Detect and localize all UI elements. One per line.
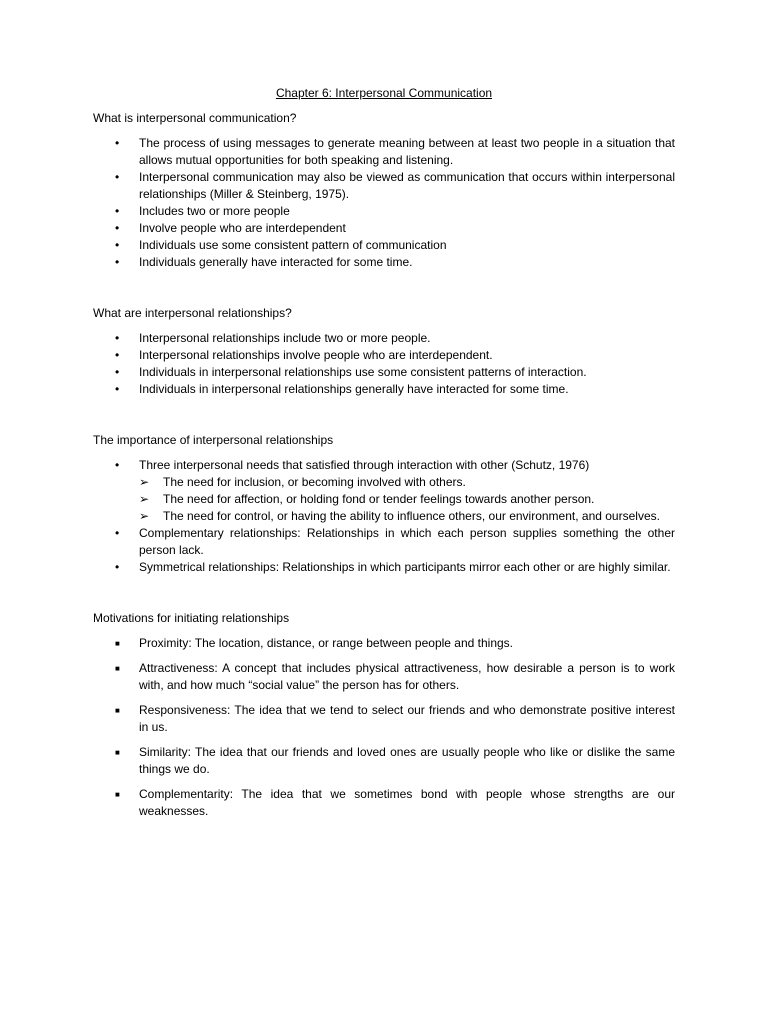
list-item [93,381,675,398]
bullet-icon: • [115,382,120,396]
square-bullet-icon: ■ [115,790,120,799]
bullet-list [93,330,675,398]
list-item-text: Interpersonal communication may also be viewed as communication that occurs within interpersonal relationships (Miller & Steinberg, 1975). [139,170,675,201]
section-heading: What is interpersonal communication? [93,111,297,125]
list-item [93,135,675,169]
list-item-text: Symmetrical relationships: Relationships in which participants mirror each other or are highly similar. [139,560,671,574]
list-item-text: Three interpersonal needs that satisfied through interaction with other (Schutz, 1976) [139,458,590,472]
list-item-text: Responsiveness: The idea that we tend to select our friends and who demonstrate positive interest in us. [139,703,675,734]
bullet-icon: • [115,331,120,345]
bullet-icon: • [115,526,120,540]
list-item-text: Similarity: The idea that our friends and loved ones are usually people who like or dislike the same things we do. [139,745,675,776]
document-title: Chapter 6: Interpersonal Communication [275,86,493,100]
arrow-bullet-icon: ➢ [139,492,150,506]
list-item [93,347,675,364]
sub-list [139,474,675,525]
list-item [93,702,675,736]
list-item [93,237,675,254]
bullet-list [93,457,675,576]
list-item-text: Individuals in interpersonal relationships generally have interacted for some time. [139,382,569,396]
list-item [93,330,675,347]
bullet-icon: • [115,170,120,184]
sub-list-item [139,491,675,508]
list-item [93,364,675,381]
list-item [93,744,675,778]
list-item-text: Interpersonal relationships include two or more people. [139,331,431,345]
list-item-text: The process of using messages to generate meaning between at least two people in a situation that allows mutual opportunities for both speaking and listening. [139,136,675,167]
list-item-text: Attractiveness: A concept that includes physical attractiveness, how desirable a person is to work with, and how much “social value” the person has for others. [139,661,675,692]
square-bullet-icon: ■ [115,748,120,757]
bullet-icon: • [115,560,120,574]
list-item [93,203,675,220]
bullet-icon: • [115,365,120,379]
section-heading: The importance of interpersonal relationships [93,433,334,447]
list-item [93,635,675,652]
list-item-text: Proximity: The location, distance, or range between people and things. [139,636,514,650]
list-item [93,254,675,271]
list-item-text: Includes two or more people [139,204,290,218]
list-item [93,786,675,820]
sub-list-item-text: The need for affection, or holding fond or tender feelings towards another person. [163,492,595,506]
bullet-list [93,135,675,271]
list-item [93,220,675,237]
list-item [93,457,675,525]
list-item [93,559,675,576]
list-item-text: Complementarity: The idea that we sometimes bond with people whose strengths are our weaknesses. [139,787,675,818]
section-importance-of-relationships [93,432,675,576]
square-bullet-icon: ■ [115,639,120,648]
sub-list-item-text: The need for control, or having the ability to influence others, our environment, and ourselves. [163,509,660,523]
square-bullet-list [93,635,675,820]
list-item-text: Individuals in interpersonal relationships use some consistent patterns of interaction. [139,365,587,379]
section-spacer [93,398,675,432]
section-spacer [93,576,675,610]
list-item [93,660,675,694]
list-item-text: Interpersonal relationships involve people who are interdependent. [139,348,493,362]
sub-list-item [139,508,675,525]
bullet-icon: • [115,221,120,235]
arrow-bullet-icon: ➢ [139,509,150,523]
bullet-icon: • [115,458,120,472]
list-item-text: Individuals use some consistent pattern of communication [139,238,447,252]
section-interpersonal-communication [93,110,675,271]
arrow-bullet-icon: ➢ [139,475,150,489]
list-item [93,525,675,559]
section-spacer [93,271,675,305]
sub-list-item [139,474,675,491]
bullet-icon: • [115,238,120,252]
sub-list-item-text: The need for inclusion, or becoming involved with others. [163,475,466,489]
section-motivations [93,610,675,820]
list-item-text: Involve people who are interdependent [139,221,346,235]
bullet-icon: • [115,255,120,269]
bullet-icon: • [115,348,120,362]
section-interpersonal-relationships [93,305,675,398]
bullet-icon: • [115,136,120,150]
list-item-text: Individuals generally have interacted for some time. [139,255,413,269]
square-bullet-icon: ■ [115,706,120,715]
list-item-text: Complementary relationships: Relationships in which each person supplies something the other person lack. [139,526,675,557]
bullet-icon: • [115,204,120,218]
section-heading: Motivations for initiating relationships [93,611,290,625]
list-item [93,169,675,203]
section-heading: What are interpersonal relationships? [93,306,292,320]
square-bullet-icon: ■ [115,664,120,673]
